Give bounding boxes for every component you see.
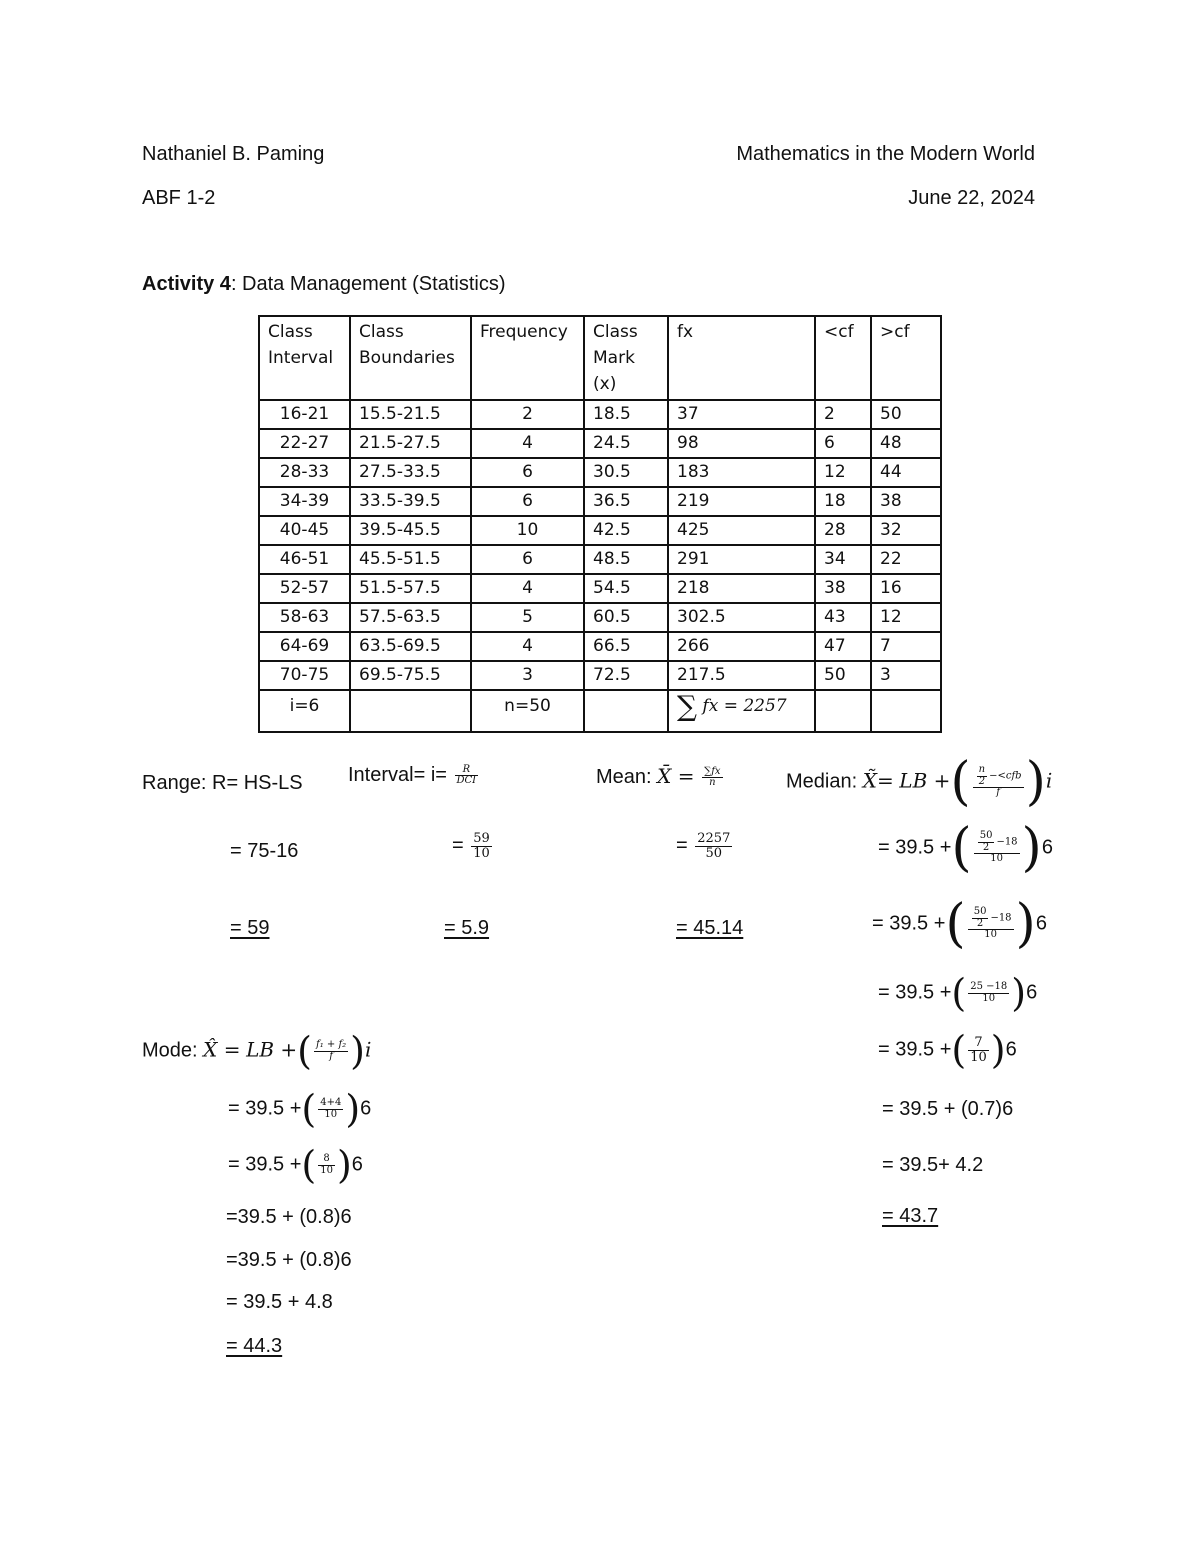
table-cell-ci: 28-33 bbox=[259, 458, 350, 487]
table-cell-fx: 37 bbox=[668, 400, 815, 429]
mean-formula: Mean: X̄ = $\frac{\sum fx}{n}$ bbox=[596, 764, 721, 789]
date: June 22, 2024 bbox=[908, 187, 1035, 209]
mean-result: = 45.14 bbox=[676, 917, 744, 939]
mode-step-1: = 39.5 +( $\frac{4+4}{10}$ )6 bbox=[228, 1087, 372, 1131]
table-cell-lcf: 18 bbox=[815, 487, 871, 516]
table-cell-cb: 27.5-33.5 bbox=[350, 458, 471, 487]
table-cell-x: 36.5 bbox=[584, 487, 668, 516]
table-cell-ci: 70-75 bbox=[259, 661, 350, 690]
table-cell-fx: 217.5 bbox=[668, 661, 815, 690]
table-cell-x: 72.5 bbox=[584, 661, 668, 690]
table-cell-x: 48.5 bbox=[584, 545, 668, 574]
table-cell-f: 4 bbox=[471, 574, 584, 603]
table-cell-gcf: 48 bbox=[871, 429, 941, 458]
range-formula: Range: R= HS-LS bbox=[142, 772, 303, 794]
table-cell-f: 6 bbox=[471, 545, 584, 574]
interval-step: = $\frac{59}{10}$ bbox=[452, 831, 490, 861]
table-cell-ci: 52-57 bbox=[259, 574, 350, 603]
table-cell-x: 42.5 bbox=[584, 516, 668, 545]
table-cell-ci: 58-63 bbox=[259, 603, 350, 632]
table-cell-lcf: 12 bbox=[815, 458, 871, 487]
section: ABF 1-2 bbox=[142, 187, 216, 209]
table-cell-lcf: 38 bbox=[815, 574, 871, 603]
table-cell-lcf: 28 bbox=[815, 516, 871, 545]
table-row bbox=[259, 661, 941, 690]
table-cell-cb: 69.5-75.5 bbox=[350, 661, 471, 690]
interval-result: = 5.9 bbox=[444, 917, 490, 939]
median-step-1: = 39.5 +( $\frac{50}{2}$ −18 10 )6 bbox=[878, 818, 1053, 878]
mean-step: = $\frac{2257}{50}$ bbox=[676, 831, 731, 861]
table-row bbox=[259, 574, 941, 603]
table-cell-cb: 63.5-69.5 bbox=[350, 632, 471, 661]
median-formula: Median: X̃= LB +( $\frac{n}{2}$ −<cfb f )i bbox=[786, 752, 1053, 812]
mode-step-4: =39.5 + (0.8)6 bbox=[226, 1249, 352, 1271]
course-title: Mathematics in the Modern World bbox=[736, 143, 1035, 165]
table-cell-lcf: 2 bbox=[815, 400, 871, 429]
header-fx: fx bbox=[668, 316, 815, 400]
mode-formula: Mode: X̂ = LB +( $\frac{\text{f₁ + f₂}}{f}$ )i bbox=[142, 1029, 372, 1073]
table-cell-ci: 64-69 bbox=[259, 632, 350, 661]
header-less-cf: <cf bbox=[815, 316, 871, 400]
mode-step-3: =39.5 + (0.8)6 bbox=[226, 1206, 352, 1228]
table-row bbox=[259, 487, 941, 516]
table-cell-lcf: 50 bbox=[815, 661, 871, 690]
interval-formula: Interval= i= $\frac{R}{\text{DCI}}$ bbox=[348, 763, 477, 787]
table-cell-fx: 219 bbox=[668, 487, 815, 516]
table-footer-row bbox=[259, 690, 941, 732]
table-row bbox=[259, 429, 941, 458]
table-cell-f: 2 bbox=[471, 400, 584, 429]
footer-interval: i=6 bbox=[259, 690, 350, 732]
header-greater-cf: >cf bbox=[871, 316, 941, 400]
table-cell-gcf: 22 bbox=[871, 545, 941, 574]
table-header-row bbox=[259, 316, 941, 400]
table-cell-fx: 98 bbox=[668, 429, 815, 458]
table-cell-lcf: 47 bbox=[815, 632, 871, 661]
median-step-6: = 39.5+ 4.2 bbox=[882, 1154, 984, 1176]
table-cell-x: 24.5 bbox=[584, 429, 668, 458]
table-row bbox=[259, 632, 941, 661]
header-class-boundaries: Class Boundaries bbox=[350, 316, 471, 400]
mode-step-5: = 39.5 + 4.8 bbox=[226, 1291, 333, 1313]
table-cell-gcf: 12 bbox=[871, 603, 941, 632]
median-step-3: = 39.5 +( $\frac{25 -18}{10}$ )6 bbox=[878, 971, 1038, 1015]
header-class-interval: Class Interval bbox=[259, 316, 350, 400]
table-cell-gcf: 16 bbox=[871, 574, 941, 603]
table-cell-ci: 34-39 bbox=[259, 487, 350, 516]
header-frequency: Frequency bbox=[471, 316, 584, 400]
mode-step-2: = 39.5 +( $\frac{8}{10}$ )6 bbox=[228, 1143, 363, 1187]
table-cell-lcf: 43 bbox=[815, 603, 871, 632]
table-cell-x: 18.5 bbox=[584, 400, 668, 429]
table-cell-cb: 39.5-45.5 bbox=[350, 516, 471, 545]
table-cell-fx: 291 bbox=[668, 545, 815, 574]
table-cell-f: 10 bbox=[471, 516, 584, 545]
table-cell-cb: 45.5-51.5 bbox=[350, 545, 471, 574]
mode-result: = 44.3 bbox=[226, 1335, 283, 1357]
table-cell-fx: 218 bbox=[668, 574, 815, 603]
table-cell-f: 3 bbox=[471, 661, 584, 690]
table-cell-cb: 21.5-27.5 bbox=[350, 429, 471, 458]
header-class-mark: Class Mark (x) bbox=[584, 316, 668, 400]
table-cell-cb: 15.5-21.5 bbox=[350, 400, 471, 429]
table-cell-f: 5 bbox=[471, 603, 584, 632]
footer-empty bbox=[871, 690, 941, 732]
table-cell-f: 4 bbox=[471, 429, 584, 458]
table-row bbox=[259, 458, 941, 487]
table-cell-f: 6 bbox=[471, 458, 584, 487]
median-result: = 43.7 bbox=[882, 1205, 939, 1227]
table-cell-fx: 266 bbox=[668, 632, 815, 661]
range-step: = 75-16 bbox=[230, 840, 299, 862]
table-cell-ci: 22-27 bbox=[259, 429, 350, 458]
median-step-5: = 39.5 + (0.7)6 bbox=[882, 1098, 1014, 1120]
table-cell-ci: 40-45 bbox=[259, 516, 350, 545]
table-cell-fx: 183 bbox=[668, 458, 815, 487]
footer-empty bbox=[584, 690, 668, 732]
table-cell-x: 66.5 bbox=[584, 632, 668, 661]
table-cell-gcf: 32 bbox=[871, 516, 941, 545]
table-cell-x: 54.5 bbox=[584, 574, 668, 603]
table-row bbox=[259, 545, 941, 574]
footer-empty bbox=[350, 690, 471, 732]
footer-sum-fx: ∑ fx = 2257 bbox=[668, 690, 815, 732]
table-row bbox=[259, 516, 941, 545]
student-name: Nathaniel B. Paming bbox=[142, 143, 325, 165]
table-cell-gcf: 50 bbox=[871, 400, 941, 429]
range-result: = 59 bbox=[230, 917, 270, 939]
table-cell-lcf: 34 bbox=[815, 545, 871, 574]
table-row bbox=[259, 400, 941, 429]
table-cell-ci: 46-51 bbox=[259, 545, 350, 574]
median-step-2: = 39.5 +( $\frac{50}{2}$ −18 10 )6 bbox=[872, 894, 1047, 954]
table-cell-cb: 51.5-57.5 bbox=[350, 574, 471, 603]
sigma-icon: ∑ bbox=[677, 689, 697, 723]
table-cell-cb: 57.5-63.5 bbox=[350, 603, 471, 632]
footer-empty bbox=[815, 690, 871, 732]
table-cell-f: 6 bbox=[471, 487, 584, 516]
table-cell-gcf: 38 bbox=[871, 487, 941, 516]
table-cell-fx: 425 bbox=[668, 516, 815, 545]
table-cell-ci: 16-21 bbox=[259, 400, 350, 429]
table-cell-x: 60.5 bbox=[584, 603, 668, 632]
activity-label: Activity 4 bbox=[142, 273, 231, 295]
table-row bbox=[259, 603, 941, 632]
table-cell-x: 30.5 bbox=[584, 458, 668, 487]
table-cell-f: 4 bbox=[471, 632, 584, 661]
table-cell-gcf: 3 bbox=[871, 661, 941, 690]
median-step-4: = 39.5 +( $\frac{7}{10}$ )6 bbox=[878, 1028, 1017, 1072]
table-cell-gcf: 7 bbox=[871, 632, 941, 661]
table-cell-gcf: 44 bbox=[871, 458, 941, 487]
footer-n: n=50 bbox=[471, 690, 584, 732]
table-cell-fx: 302.5 bbox=[668, 603, 815, 632]
table-cell-lcf: 6 bbox=[815, 429, 871, 458]
activity-subtitle: : Data Management (Statistics) bbox=[230, 273, 506, 295]
frequency-table bbox=[258, 315, 942, 733]
table-cell-cb: 33.5-39.5 bbox=[350, 487, 471, 516]
activity-title bbox=[142, 273, 506, 296]
